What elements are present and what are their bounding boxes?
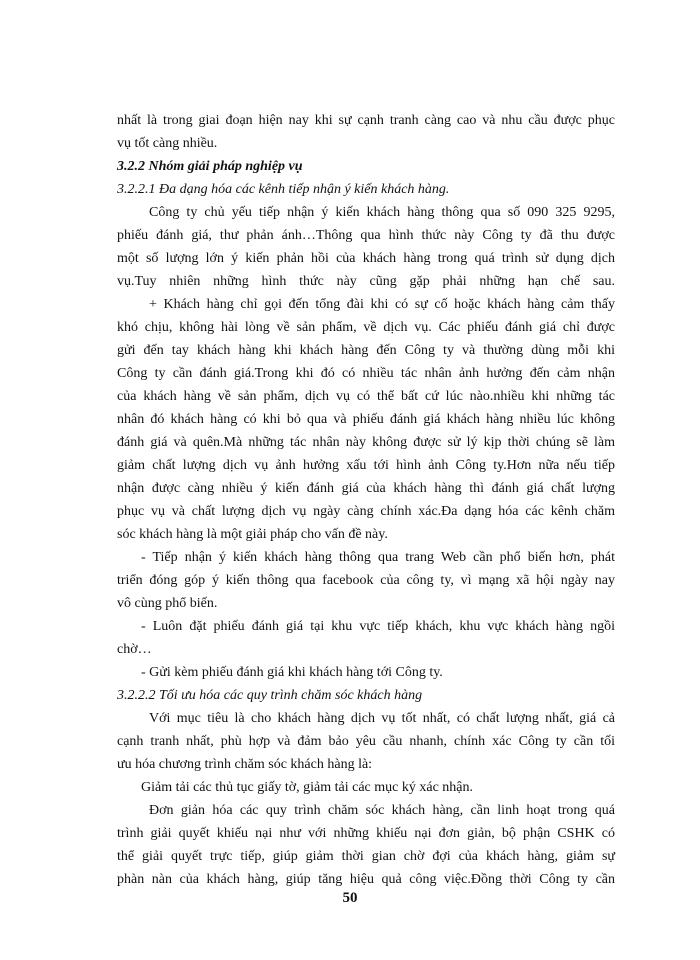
- document-body: [117, 0, 615, 960]
- paragraph-line: trình giải quyết khiếu nại như với những khiếu nại đơn giản, bộ phận CSHK có: [117, 826, 615, 841]
- paragraph-line: vụ tốt càng nhiều.: [117, 136, 218, 151]
- paragraph-line: một số lượng lớn ý kiến phản hồi của khách hàng trong quá trình sử dụng dịch: [117, 251, 615, 266]
- paragraph-line: khó chịu, không hài lòng về sản phẩm, về dịch vụ. Các phiếu đánh giá chỉ được: [117, 320, 615, 335]
- paragraph-line: của khách hàng về sản phẩm, dịch vụ có thể bất cứ lúc nào.nhiều khi những tác: [117, 389, 615, 404]
- page-number: 50: [342, 890, 358, 906]
- paragraph-line: thể giải quyết trực tiếp, giúp giảm thời gian chờ đợi của khách hàng, giảm sự: [117, 849, 615, 864]
- bullet-item: - Tiếp nhận ý kiến khách hàng thông qua trang Web cần phổ biến hơn, phát: [141, 550, 615, 565]
- paragraph-line: Công ty cần đánh giá.Trong khi đó có nhiều tác nhân ảnh hưởng đến cảm nhận: [117, 366, 615, 381]
- paragraph-line: giảm chất lượng dịch vụ ảnh hưởng xấu tới hình ảnh Công ty.Hơn nữa nếu tiếp: [117, 458, 615, 473]
- paragraph-line: Công ty chủ yếu tiếp nhận ý kiến khách hàng thông qua số 090 325 9295,: [149, 205, 615, 220]
- paragraph-line: + Khách hàng chỉ gọi đến tổng đài khi có sự cố hoặc khách hàng cảm thấy: [149, 297, 615, 312]
- paragraph-line: phiếu đánh giá, thư phản ánh…Thông qua hình thức này Công ty đã thu được: [117, 228, 615, 243]
- subsection-heading: 3.2.2.1 Đa dạng hóa các kênh tiếp nhận ý kiến khách hàng.: [117, 182, 450, 197]
- paragraph-line: Giảm tải các thủ tục giấy tờ, giảm tải các mục ký xác nhận.: [141, 780, 474, 795]
- paragraph-line: phàn nàn của khách hàng, giúp tăng hiệu quả công việc.Đồng thời Công ty cần: [117, 872, 615, 887]
- paragraph-line: đánh giá và quên.Mà những tác nhân này không được sử lý kịp thời chúng sẽ làm: [117, 435, 615, 450]
- bullet-continuation: vô cùng phổ biến.: [117, 596, 218, 611]
- paragraph-line: nhận được càng nhiều ý kiến đánh giá của khách hàng thì đánh giá chất lượng: [117, 481, 615, 496]
- paragraph-line: Đơn giản hóa các quy trình chăm sóc khách hàng, cần linh hoạt trong quá: [149, 803, 615, 818]
- paragraph-line: gửi đến tay khách hàng khi khách hàng đến Công ty và thường dùng mỗi khi: [117, 343, 615, 358]
- paragraph-line: vụ.Tuy nhiên những hình thức này cũng gặp phải những hạn chế sau.: [117, 274, 615, 289]
- paragraph-line: sóc khách hàng là một giải pháp cho vấn đề này.: [117, 527, 388, 542]
- bullet-continuation: chờ…: [117, 642, 152, 657]
- bullet-item: - Luôn đặt phiếu đánh giá tại khu vực tiếp khách, khu vực khách hàng ngồi: [141, 619, 615, 634]
- paragraph-line: phục vụ và chất lượng dịch vụ ngày càng chính xác.Đa dạng hóa các kênh chăm: [117, 504, 615, 519]
- paragraph-line: nhân đó khách hàng có khi bỏ qua và phiếu đánh giá khách hàng nhiều lúc không: [117, 412, 615, 427]
- paragraph-line: nhất là trong giai đoạn hiện nay khi sự cạnh tranh càng cao và nhu cầu được phục: [117, 113, 615, 128]
- subsection-heading: 3.2.2.2 Tối ưu hóa các quy trình chăm sóc khách hàng: [117, 688, 423, 703]
- section-heading: 3.2.2 Nhóm giải pháp nghiệp vụ: [117, 159, 303, 174]
- bullet-continuation: triển đóng góp ý kiến thông qua facebook của công ty, vì mạng xã hội ngày nay: [117, 573, 615, 588]
- paragraph-line: Với mục tiêu là cho khách hàng dịch vụ tốt nhất, có chất lượng nhất, giá cả: [149, 711, 615, 726]
- paragraph-line: ưu hóa chương trình chăm sóc khách hàng là:: [117, 757, 373, 772]
- bullet-item: - Gửi kèm phiếu đánh giá khi khách hàng tới Công ty.: [141, 665, 443, 680]
- paragraph-line: cạnh tranh nhất, phù hợp và đảm bảo yêu cầu nhanh, chính xác Công ty cần tối: [117, 734, 615, 749]
